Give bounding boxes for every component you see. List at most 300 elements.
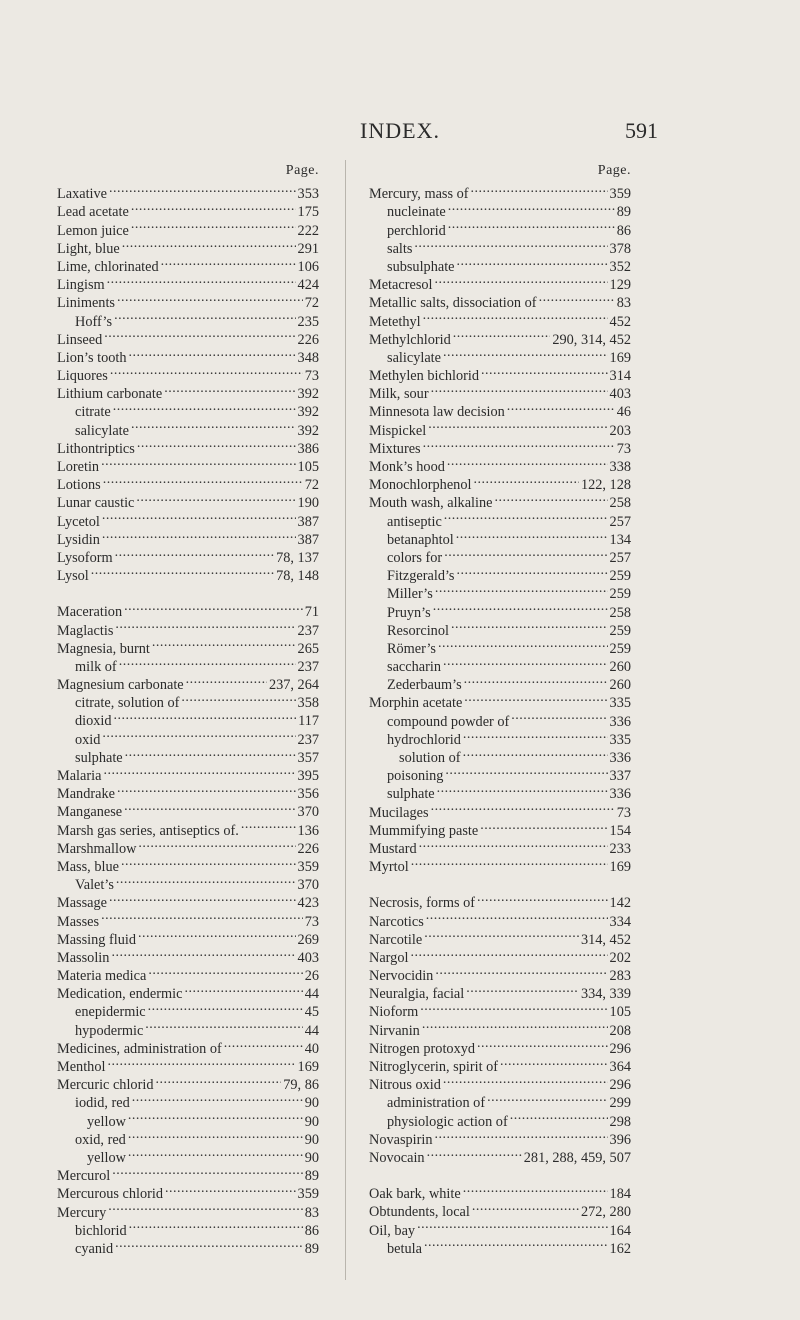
- dot-leader: [456, 526, 608, 544]
- right-column: [369, 162, 631, 1257]
- dot-leader: [104, 326, 295, 344]
- dot-leader: [500, 1053, 608, 1071]
- entry-pages: 129: [609, 277, 631, 294]
- entry-term: Mouth wash, alkaline: [369, 495, 493, 512]
- entry-term: administration of: [387, 1095, 486, 1112]
- dot-leader: [145, 1016, 302, 1034]
- dot-leader: [471, 180, 608, 198]
- entry-pages: 208: [609, 1022, 631, 1039]
- entry-term: Morphin acetate: [369, 695, 463, 712]
- entry-pages: 257: [609, 513, 631, 530]
- dot-leader: [148, 962, 302, 980]
- entry-term: milk of: [75, 658, 117, 675]
- dot-leader: [443, 653, 608, 671]
- entry-term: Metallic salts, dissociation of: [369, 295, 537, 312]
- dot-leader: [107, 271, 296, 289]
- entry-term: Liquores: [57, 368, 108, 385]
- entry-term: physiologic action of: [387, 1113, 508, 1130]
- entry-term: Laxative: [57, 186, 108, 203]
- dot-leader: [477, 889, 608, 907]
- entry-term: Nitrogen protoxyd: [369, 1040, 476, 1057]
- dot-leader: [426, 907, 608, 925]
- dot-leader: [109, 889, 296, 907]
- entry-pages: 86: [616, 222, 631, 239]
- dot-leader: [91, 562, 274, 580]
- dot-leader: [128, 1144, 303, 1162]
- entry-term: Novocain: [369, 1149, 425, 1166]
- entry-term: yellow: [87, 1113, 126, 1130]
- entry-pages: 89: [304, 1168, 319, 1185]
- entry-pages: 392: [297, 404, 319, 421]
- entry-term: Lime, chlorinated: [57, 258, 159, 275]
- index-entry: [57, 180, 319, 203]
- entry-pages: 272, 280: [580, 1204, 631, 1221]
- entry-pages: 403: [609, 386, 631, 403]
- index-entry: [369, 1180, 631, 1203]
- entry-term: Obtundents, local: [369, 1204, 470, 1221]
- entry-term: Mercurol: [57, 1168, 111, 1185]
- dot-leader: [224, 1035, 303, 1053]
- dot-leader: [116, 871, 296, 889]
- entry-term: Narcotile: [369, 931, 423, 948]
- dot-leader: [132, 1089, 303, 1107]
- entry-pages: 378: [609, 240, 631, 257]
- left-column-heading: Page.: [285, 163, 319, 178]
- entry-term: Nargol: [369, 949, 409, 966]
- entry-term: Linseed: [57, 331, 103, 348]
- dot-leader: [128, 1107, 303, 1125]
- entry-pages: 226: [297, 331, 319, 348]
- entry-pages: 334: [609, 913, 631, 930]
- entry-pages: 237: [297, 731, 319, 748]
- dot-leader: [155, 1071, 281, 1089]
- dot-leader: [131, 216, 296, 234]
- entry-pages: 73: [616, 804, 631, 821]
- entry-pages: 154: [609, 822, 631, 839]
- dot-leader: [443, 344, 608, 362]
- entry-pages: 259: [609, 622, 631, 639]
- dot-leader: [108, 1198, 302, 1216]
- entry-pages: 387: [297, 513, 319, 530]
- entry-term: bichlorid: [75, 1222, 127, 1239]
- column-divider: [345, 160, 346, 1280]
- entry-pages: 90: [304, 1113, 319, 1130]
- dot-leader: [131, 198, 296, 216]
- entry-pages: 257: [609, 549, 631, 566]
- entry-pages: 90: [304, 1149, 319, 1166]
- dot-leader: [445, 762, 607, 780]
- entry-term: Lunar caustic: [57, 495, 135, 512]
- dot-leader: [480, 817, 607, 835]
- entry-pages: 117: [298, 713, 319, 730]
- entry-pages: 83: [304, 1204, 319, 1221]
- entry-term: Methylen bichlorid: [369, 368, 479, 385]
- entry-pages: 78, 148: [276, 568, 319, 585]
- left-column: [57, 162, 319, 1257]
- dot-leader: [444, 507, 608, 525]
- dot-leader: [438, 635, 608, 653]
- entry-pages: 352: [609, 258, 631, 275]
- dot-leader: [186, 671, 267, 689]
- dot-leader: [411, 853, 608, 871]
- dot-leader: [129, 344, 296, 362]
- dot-leader: [427, 1144, 522, 1162]
- dot-leader: [448, 198, 615, 216]
- entry-pages: 237: [297, 658, 319, 675]
- dot-leader: [101, 907, 303, 925]
- entry-pages: 395: [297, 768, 319, 784]
- dot-leader: [424, 1235, 608, 1253]
- entry-pages: 359: [297, 1186, 319, 1203]
- entry-term: Magnesium carbonate: [57, 677, 184, 694]
- entry-term: Mummifying paste: [369, 822, 479, 839]
- entry-pages: 259: [609, 568, 631, 585]
- dot-leader: [473, 471, 579, 489]
- entry-pages: 26: [304, 968, 319, 985]
- entry-pages: 79, 86: [283, 1077, 319, 1094]
- entry-term: iodid, red: [75, 1095, 130, 1112]
- entry-term: saccharin: [387, 659, 441, 676]
- entry-term: Römer’s: [387, 640, 436, 657]
- entry-pages: 314: [609, 368, 631, 385]
- entry-pages: 203: [609, 422, 631, 439]
- entry-pages: 336: [609, 750, 631, 766]
- entry-term: Methylchlorid: [369, 331, 451, 348]
- dot-leader: [481, 362, 608, 380]
- dot-leader: [424, 926, 579, 944]
- entry-term: Massing fluid: [57, 931, 137, 948]
- dot-leader: [457, 562, 608, 580]
- entry-term: Nitroglycerin, spirit of: [369, 1059, 499, 1075]
- entry-term: Lion’s tooth: [57, 349, 127, 366]
- dot-leader: [124, 798, 295, 816]
- entry-pages: 260: [609, 677, 631, 694]
- entry-pages: 396: [609, 1131, 631, 1148]
- page-header: [0, 118, 800, 148]
- entry-pages: 387: [297, 531, 319, 548]
- dot-leader: [102, 526, 296, 544]
- entry-pages: 89: [616, 204, 631, 221]
- entry-term: Nirvanin: [369, 1022, 420, 1039]
- entry-term: oxid, red: [75, 1131, 126, 1148]
- entry-term: Nervocidin: [369, 968, 434, 985]
- dot-leader: [111, 944, 295, 962]
- dot-leader: [423, 435, 615, 453]
- entry-term: Lycetol: [57, 513, 100, 530]
- dot-leader: [181, 689, 295, 707]
- dot-leader: [102, 507, 296, 525]
- entry-pages: 358: [297, 695, 319, 712]
- entry-term: Pruyn’s: [387, 604, 431, 621]
- dot-leader: [128, 1126, 303, 1144]
- dot-leader: [435, 580, 608, 598]
- entry-term: Lithontriptics: [57, 440, 135, 457]
- entry-term: Lingism: [57, 277, 105, 294]
- entry-pages: 164: [609, 1222, 631, 1239]
- entry-pages: 122, 128: [580, 477, 631, 494]
- dot-leader: [463, 744, 608, 762]
- entry-term: Narcotics: [369, 913, 424, 930]
- entry-term: Magnesia, burnt: [57, 640, 150, 657]
- entry-pages: 226: [297, 840, 319, 857]
- entry-term: betanaphtol: [387, 531, 454, 548]
- entry-term: citrate: [75, 404, 111, 421]
- dot-leader: [477, 1035, 608, 1053]
- entry-pages: 233: [609, 840, 631, 857]
- entry-term: Mucilages: [369, 804, 429, 821]
- entry-term: betula: [387, 1240, 422, 1257]
- entry-pages: 370: [297, 877, 319, 894]
- entry-term: solution of: [399, 750, 461, 766]
- entry-term: Malaria: [57, 768, 102, 784]
- entry-term: poisoning: [387, 768, 444, 785]
- entry-term: Mass, blue: [57, 858, 119, 875]
- entry-term: perchlorid: [387, 222, 446, 239]
- entry-pages: 290, 314, 452: [552, 331, 631, 348]
- dot-leader: [435, 1126, 608, 1144]
- entry-pages: 175: [297, 204, 319, 221]
- dot-leader: [419, 835, 608, 853]
- entry-pages: 337: [609, 768, 631, 785]
- entry-term: Mercuric chlorid: [57, 1077, 154, 1094]
- entry-pages: 202: [609, 949, 631, 966]
- dot-leader: [420, 998, 607, 1016]
- dot-leader: [423, 307, 608, 325]
- entry-pages: 258: [609, 604, 631, 621]
- running-title: INDEX.: [360, 118, 440, 143]
- entry-term: Mercury: [57, 1204, 107, 1221]
- entry-term: Hoff’s: [75, 313, 113, 330]
- entry-term: Marsh gas series, antiseptics of.: [57, 822, 239, 839]
- entry-pages: 46: [616, 404, 631, 421]
- entry-pages: 169: [609, 859, 631, 876]
- entry-term: Loretin: [57, 459, 100, 475]
- entry-term: Mixtures: [369, 440, 421, 457]
- entry-pages: 296: [609, 1040, 631, 1057]
- dot-leader: [109, 180, 296, 198]
- dot-leader: [122, 235, 296, 253]
- entry-pages: 265: [297, 640, 319, 657]
- entry-term: Mercury, mass of: [369, 186, 469, 203]
- entry-term: Monk’s hood: [369, 459, 445, 475]
- entry-pages: 338: [609, 459, 631, 475]
- dot-leader: [472, 1198, 579, 1216]
- entry-pages: 105: [297, 459, 319, 475]
- entry-pages: 169: [297, 1059, 319, 1075]
- dot-leader: [453, 326, 551, 344]
- entry-term: Zederbaum’s: [387, 677, 462, 694]
- dot-leader: [110, 362, 303, 380]
- entry-pages: 184: [609, 1186, 631, 1203]
- entry-pages: 291: [297, 240, 319, 257]
- entry-pages: 83: [616, 295, 631, 312]
- entry-pages: 334, 339: [580, 986, 631, 1003]
- dot-leader: [165, 1180, 296, 1198]
- entry-term: Lemon juice: [57, 222, 129, 239]
- entry-term: Mispickel: [369, 422, 427, 439]
- entry-pages: 258: [609, 495, 631, 512]
- right-column-heading: Page.: [597, 163, 631, 178]
- dot-leader: [121, 853, 296, 871]
- entry-pages: 423: [297, 895, 319, 912]
- entry-pages: 348: [297, 349, 319, 366]
- entry-pages: 169: [609, 349, 631, 366]
- dot-leader: [428, 416, 607, 434]
- entry-pages: 370: [297, 804, 319, 821]
- dot-leader: [131, 416, 296, 434]
- entry-term: salicylate: [387, 349, 441, 366]
- dot-leader: [138, 926, 296, 944]
- dot-leader: [124, 598, 303, 616]
- entry-term: Lithium carbonate: [57, 386, 163, 403]
- dot-leader: [437, 780, 608, 798]
- dot-leader: [129, 1217, 303, 1235]
- dot-leader: [117, 780, 296, 798]
- dot-leader: [464, 689, 607, 707]
- dot-leader: [112, 1162, 303, 1180]
- entry-pages: 336: [609, 786, 631, 803]
- dot-leader: [152, 635, 296, 653]
- dot-leader: [539, 289, 615, 307]
- dot-leader: [114, 307, 295, 325]
- entry-term: Menthol: [57, 1059, 106, 1075]
- entry-term: Resorcinol: [387, 622, 449, 639]
- dot-leader: [443, 1071, 608, 1089]
- entry-pages: 89: [304, 1240, 319, 1257]
- entry-pages: 269: [297, 931, 319, 948]
- entry-term: Monochlorphenol: [369, 477, 472, 494]
- index-entry: [369, 180, 631, 203]
- entry-pages: 105: [609, 1004, 631, 1021]
- index-entry: [369, 889, 631, 912]
- dot-leader: [103, 471, 303, 489]
- entry-pages: 237, 264: [268, 677, 319, 694]
- entry-term: Lead acetate: [57, 204, 129, 221]
- dot-leader: [117, 289, 303, 307]
- entry-pages: 336: [609, 713, 631, 730]
- dot-leader: [457, 253, 608, 271]
- dot-leader: [463, 726, 608, 744]
- dot-leader: [451, 617, 608, 635]
- entry-term: Minnesota law decision: [369, 404, 505, 421]
- dot-leader: [136, 489, 295, 507]
- entry-pages: 44: [304, 1022, 319, 1039]
- entry-pages: 299: [609, 1095, 631, 1112]
- dot-leader: [161, 253, 296, 271]
- entry-term: oxid: [75, 731, 101, 748]
- dot-leader: [114, 707, 297, 725]
- entry-term: Milk, sour: [369, 386, 429, 403]
- dot-leader: [463, 1180, 608, 1198]
- entry-pages: 392: [297, 422, 319, 439]
- entry-term: cyanid: [75, 1240, 114, 1257]
- entry-term: nucleinate: [387, 204, 446, 221]
- dot-leader: [510, 1107, 608, 1125]
- entry-term: yellow: [87, 1149, 126, 1166]
- entry-term: Maglactis: [57, 622, 114, 639]
- dot-leader: [466, 980, 579, 998]
- entry-pages: 314, 452: [580, 931, 631, 948]
- dot-leader: [433, 598, 608, 616]
- entry-pages: 353: [297, 186, 319, 203]
- entry-pages: 45: [304, 1004, 319, 1021]
- entry-term: Medication, endermic: [57, 986, 183, 1003]
- entry-term: Light, blue: [57, 240, 120, 257]
- entry-pages: 136: [297, 822, 319, 839]
- dot-leader: [464, 671, 608, 689]
- entry-pages: 90: [304, 1131, 319, 1148]
- dot-leader: [495, 489, 608, 507]
- entry-term: compound powder of: [387, 713, 510, 730]
- entry-pages: 44: [304, 986, 319, 1003]
- dot-leader: [431, 380, 608, 398]
- entry-term: antiseptic: [387, 513, 442, 530]
- entry-pages: 298: [609, 1113, 631, 1130]
- entry-term: Oak bark, white: [369, 1186, 461, 1203]
- entry-pages: 403: [297, 949, 319, 966]
- dot-leader: [444, 544, 607, 562]
- entry-pages: 283: [609, 968, 631, 985]
- entry-pages: 335: [609, 731, 631, 748]
- entry-term: Fitzgerald’s: [387, 568, 455, 585]
- entry-term: Masses: [57, 913, 100, 930]
- entry-term: Metethyl: [369, 313, 421, 330]
- entry-term: Medicines, administration of: [57, 1040, 222, 1057]
- dot-leader: [113, 398, 296, 416]
- entry-pages: 364: [609, 1059, 631, 1075]
- dot-leader: [164, 380, 295, 398]
- entry-term: dioxid: [75, 713, 112, 730]
- dot-leader: [138, 835, 295, 853]
- dot-leader: [148, 998, 303, 1016]
- entry-pages: 73: [616, 440, 631, 457]
- entry-pages: 106: [297, 258, 319, 275]
- dot-leader: [507, 398, 615, 416]
- entry-pages: 359: [609, 186, 631, 203]
- dot-leader: [422, 1016, 608, 1034]
- right-entries: [369, 180, 631, 1257]
- dot-leader: [511, 707, 607, 725]
- entry-term: salts: [387, 240, 413, 257]
- dot-leader: [137, 435, 296, 453]
- entry-term: Massolin: [57, 949, 110, 966]
- dot-leader: [414, 235, 607, 253]
- dot-leader: [107, 1053, 295, 1071]
- entry-pages: 73: [304, 368, 319, 385]
- entry-term: Lysol: [57, 568, 89, 585]
- dot-leader: [115, 1235, 303, 1253]
- entry-pages: 134: [609, 531, 631, 548]
- entry-term: Myrtol: [369, 859, 409, 876]
- entry-pages: 237: [297, 622, 319, 639]
- entry-term: Nitrous oxid: [369, 1077, 441, 1094]
- dot-leader: [115, 544, 275, 562]
- entry-pages: 424: [297, 277, 319, 294]
- entry-term: Lotions: [57, 477, 101, 494]
- entry-term: colors for: [387, 549, 443, 566]
- dot-leader: [431, 798, 615, 816]
- entry-term: salicylate: [75, 422, 129, 439]
- entry-pages: 72: [304, 477, 319, 494]
- entry-pages: 235: [297, 313, 319, 330]
- entry-term: hypodermic: [75, 1022, 144, 1039]
- entry-term: Lysidin: [57, 531, 100, 548]
- entry-pages: 71: [304, 604, 319, 621]
- entry-pages: 73: [304, 913, 319, 930]
- entry-term: Metacresol: [369, 277, 433, 294]
- entry-pages: 90: [304, 1095, 319, 1112]
- entry-pages: 222: [297, 222, 319, 239]
